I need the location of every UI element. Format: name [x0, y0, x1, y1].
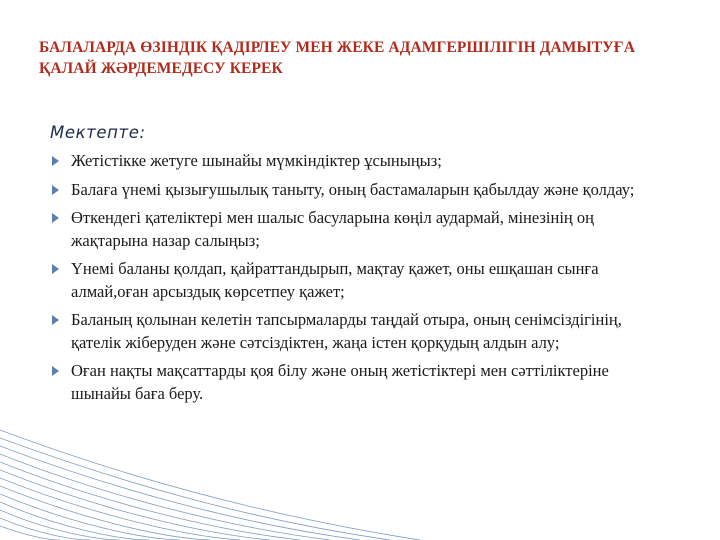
- triangle-bullet-icon: [52, 366, 59, 376]
- bullet-item: [50, 360, 670, 405]
- bullet-text: Оған нақты мақсаттарды қоя білу және оның жетістіктері мен сәттіліктеріне шынайы баға беру.: [71, 361, 609, 403]
- triangle-bullet-icon: [52, 156, 59, 166]
- section-subheading: Мектепте:: [50, 123, 146, 142]
- bullet-item: [50, 309, 670, 354]
- triangle-bullet-icon: [52, 315, 59, 325]
- triangle-bullet-icon: [52, 264, 59, 274]
- bullet-list: [50, 150, 670, 411]
- decorative-wave-lines: [0, 420, 720, 540]
- slide-title: БАЛАЛАРДА ӨЗІНДІК ҚАДІРЛЕУ МЕН ЖЕКЕ АДАМГЕРШІЛІГІН ДАМЫТУҒА ҚАЛАЙ ЖӘРДЕМЕДЕСУ КЕРЕК: [39, 39, 636, 77]
- bullet-item: [50, 258, 670, 303]
- triangle-bullet-icon: [52, 185, 59, 195]
- bullet-text: Жетістікке жетуге шынайы мүмкіндіктер ұсыныңыз;: [71, 151, 442, 170]
- triangle-bullet-icon: [52, 213, 59, 223]
- bullet-item: [50, 179, 670, 202]
- bullet-text: Үнемі баланы қолдап, қайраттандырып, мақтау қажет, оны ешқашан сынға алмай,оған арсыздық көрсетпеу қажет;: [71, 259, 599, 301]
- bullet-text: Балаға үнемі қызығушылық таныту, оның бастамаларын қабылдау және қолдау;: [71, 179, 635, 199]
- bullet-item: [50, 150, 670, 173]
- bullet-text: Баланың қолынан келетін тапсырмаларды таңдай отыра, оның сенімсіздігінің, қателік жіберуден және сәтсіздіктен, жаңа істен қорқудың алдын алу;: [71, 310, 622, 352]
- bullet-text: Өткендегі қателіктері мен шалыс басуларына көңіл аудармай, мінезінің оң жақтарына назар салыңыз;: [71, 208, 594, 250]
- bullet-item: [50, 207, 670, 252]
